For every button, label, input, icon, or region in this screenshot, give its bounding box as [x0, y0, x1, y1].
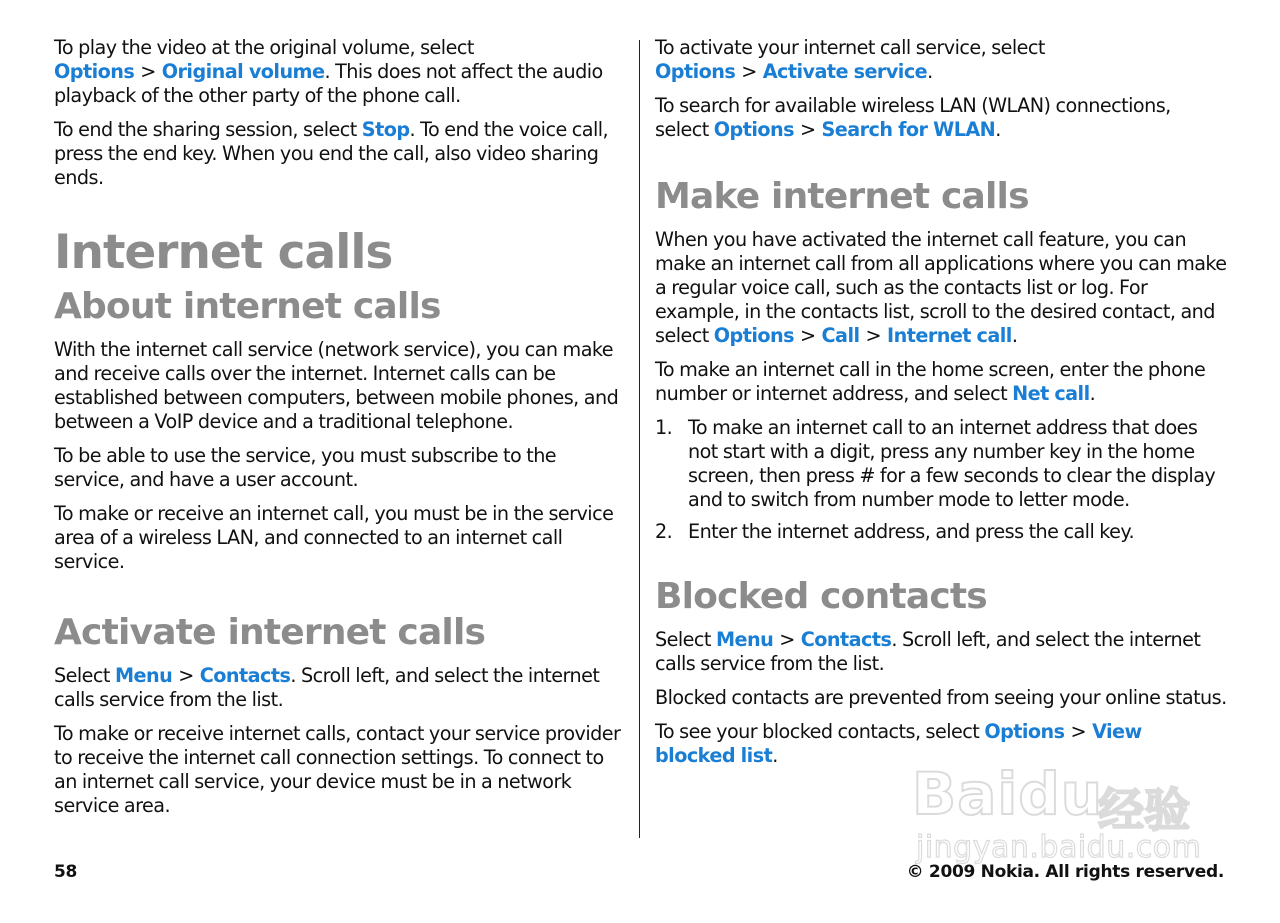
watermark-brand: Baidu [912, 760, 1104, 828]
menu-separator: > [140, 60, 156, 83]
net-call-link[interactable]: Net call [1012, 382, 1090, 405]
menu-link[interactable]: Menu [114, 664, 173, 687]
paragraph-original-volume: To play the video at the original volume, select Options > Original volume. This does not affect the audio playback of the other party of the phone call. [54, 36, 603, 107]
menu-link[interactable]: Menu [715, 628, 774, 651]
list-item [655, 520, 1227, 544]
heading-about-internet-calls: About internet calls [54, 286, 441, 327]
step-text: Enter the internet address, and press the call key. [688, 520, 1135, 543]
paragraph-blocked-status: Blocked contacts are prevented from seeing your online status. [655, 686, 1227, 709]
watermark-cn: 经验 [1098, 783, 1190, 837]
paragraph-subscribe: To be able to use the service, you must subscribe to the service, and have a user account. [54, 444, 557, 491]
step-number: 1. [655, 416, 673, 439]
paragraph-connection-settings: To make or receive internet calls, contact your service provider to receive the internet call connection settings. To connect to an internet call service, your device must be in a network service area. [54, 722, 621, 817]
watermark-url: jingyan.baidu.com [916, 830, 1202, 865]
menu-separator: > [865, 324, 882, 347]
paragraph-activate-service: To activate your internet call service, select Options > Activate service. [655, 36, 1045, 83]
paragraph-blocked-select-menu: Select Menu > Contacts. Scroll left, and select the internet calls service from the list. [655, 628, 1201, 675]
paragraph-about-service: With the internet call service (network service), you can make and receive calls over the internet. Internet calls can be established between computers, between mobile phones, and between a VoIP device and a traditional telephone. [54, 338, 619, 433]
menu-separator: > [799, 118, 816, 141]
heading-blocked-contacts: Blocked contacts [655, 576, 987, 617]
contacts-link[interactable]: Contacts [199, 664, 291, 687]
heading-make-internet-calls: Make internet calls [655, 176, 1029, 217]
paragraph-select-menu: Select Menu > Contacts. Scroll left, and select the internet calls service from the list. [54, 664, 600, 711]
right-column [655, 36, 1227, 778]
step-number: 2. [655, 520, 673, 543]
search-for-wlan-link[interactable]: Search for WLAN [821, 118, 996, 141]
original-volume-link[interactable]: Original volume [161, 60, 325, 83]
menu-separator: > [178, 664, 194, 687]
heading-activate-internet-calls: Activate internet calls [54, 612, 486, 653]
view-blocked-list-link[interactable]: View blocked list [655, 720, 1142, 767]
call-link[interactable]: Call [821, 324, 860, 347]
options-link[interactable]: Options [984, 720, 1065, 743]
copyright-notice: © 2009 Nokia. All rights reserved. [906, 862, 1224, 882]
activate-service-link[interactable]: Activate service [762, 60, 928, 83]
steps-list [655, 416, 1227, 544]
options-link[interactable]: Options [713, 324, 794, 347]
step-text: To make an internet call to an internet address that does not start with a digit, press any number key in the home screen, then press # for a few seconds to clear the display and to switch from number mode to letter mode. [688, 416, 1216, 511]
column-divider [639, 40, 640, 838]
left-column [54, 36, 626, 828]
options-link[interactable]: Options [713, 118, 794, 141]
stop-link[interactable]: Stop [361, 118, 410, 141]
menu-separator: > [779, 628, 795, 651]
options-link[interactable]: Options [655, 60, 736, 83]
list-item [655, 416, 1227, 512]
paragraph-search-wlan: To search for available wireless LAN (WLAN) connections, select Options > Search for WLAN. [655, 94, 1171, 141]
menu-separator: > [799, 324, 816, 347]
heading-internet-calls: Internet calls [54, 225, 393, 280]
options-link[interactable]: Options [54, 60, 135, 83]
contacts-link[interactable]: Contacts [800, 628, 892, 651]
paragraph-home-screen-call: To make an internet call in the home screen, enter the phone number or internet address, and select Net call. [655, 358, 1206, 405]
page-number: 58 [54, 862, 78, 882]
menu-separator: > [741, 60, 757, 83]
paragraph-make-call: When you have activated the internet call feature, you can make an internet call from all applications where you can make a regular voice call, such as the contacts list or log. For example, in the contacts list, scroll to the desired contact, and select Options > Call > Internet call. [655, 228, 1227, 347]
internet-call-link[interactable]: Internet call [887, 324, 1012, 347]
paragraph-service-area: To make or receive an internet call, you must be in the service area of a wireless LAN, and connected to an internet call service. [54, 502, 614, 573]
menu-separator: > [1070, 720, 1087, 743]
paragraph-end-sharing: To end the sharing session, select Stop. To end the voice call, press the end key. When you end the call, also video sharing ends. [54, 118, 609, 189]
paragraph-view-blocked: To see your blocked contacts, select Options > View blocked list. [655, 720, 1142, 767]
